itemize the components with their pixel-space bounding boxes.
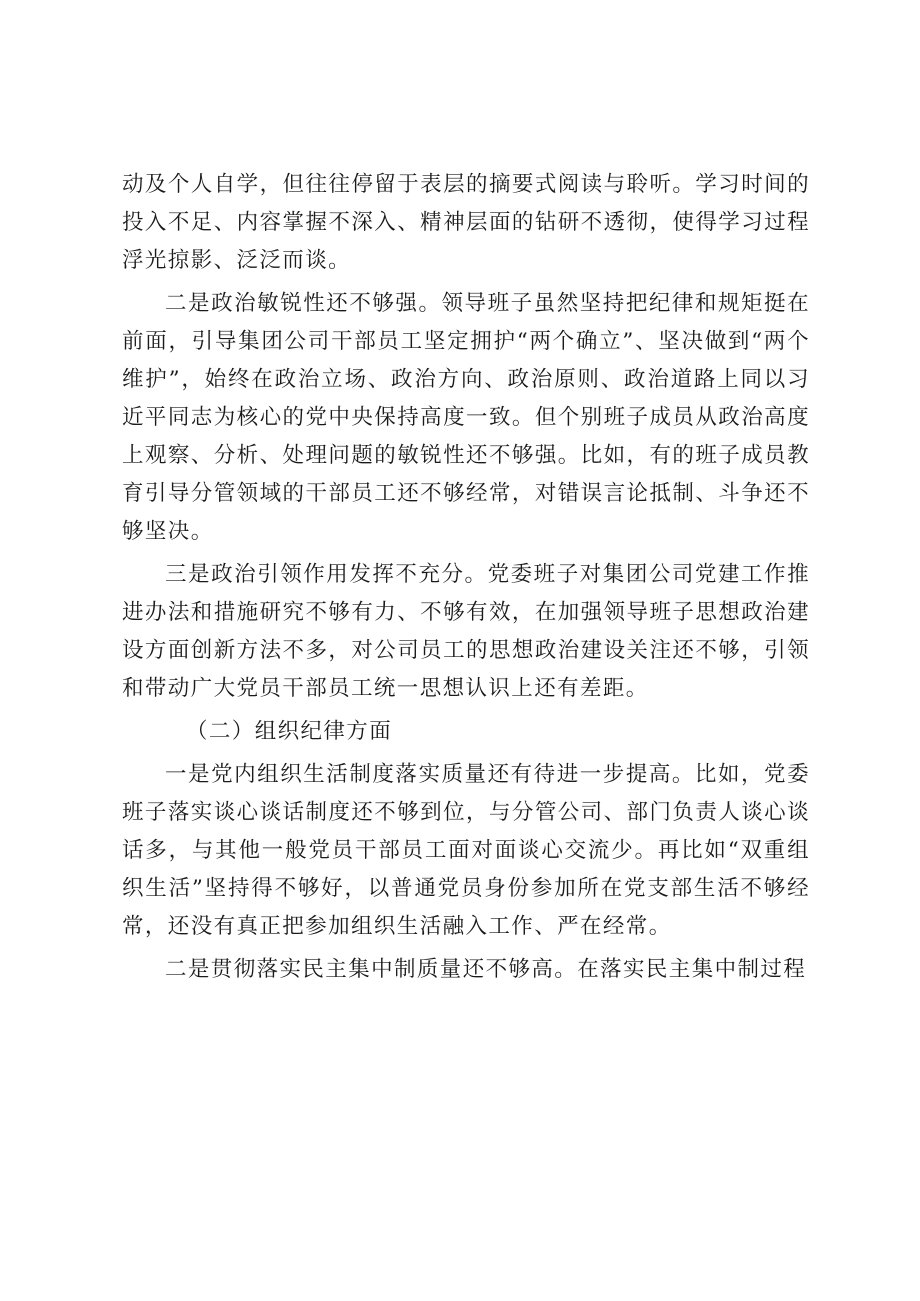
section-heading-organizational-discipline: （二）组织纪律方面	[186, 719, 393, 744]
paragraph-political-sensitivity: 二是政治敏锐性还不够强。领导班子虽然坚持把纪律和规矩挺在前面，引导集团公司干部员工坚定拥护“两个确立”、坚决做到“两个维护”，始终在政治立场、政治方向、政治原则、政治道路上同以习近平同志为核心的党中央保持高度一致。但个别班子成员从政治高度上观察、分析、处理问题的敏锐性还不够强。比如，有的班子成员教育引导分管领域的干部员工还不够经常，对错误言论抵制、斗争还不够坚决。	[122, 291, 810, 544]
paragraph-political-leadership: 三是政治引领作用发挥不充分。党委班子对集团公司党建工作推进办法和措施研究不够有力、不够有效，在加强领导班子思想政治建设方面创新方法不多，对公司员工的思想政治建设关注还不够，引领和带动广大党员干部员工统一思想认识上还有差距。	[122, 562, 810, 701]
paragraph-party-organization-life: 一是党内组织生活制度落实质量还有待进一步提高。比如，党委班子落实谈心谈话制度还不够到位，与分管公司、部门负责人谈心谈话多，与其他一般党员干部员工面对面谈心交流少。再比如“双重组织生活”坚持得不够好，以普通党员身份参加所在党支部生活不够经常，还没有真正把参加组织生活融入工作、严在经常。	[122, 762, 810, 939]
paragraph-democratic-centralism: 二是贯彻落实民主集中制质量还不够高。在落实民主集中制过程	[165, 957, 807, 982]
paragraph-continued-study: 动及个人自学，但往往停留于表层的摘要式阅读与聆听。学习时间的投入不足、内容掌握不深入、精神层面的钻研不透彻，使得学习过程浮光掠影、泛泛而谈。	[122, 172, 810, 273]
document-body	[122, 166, 810, 989]
